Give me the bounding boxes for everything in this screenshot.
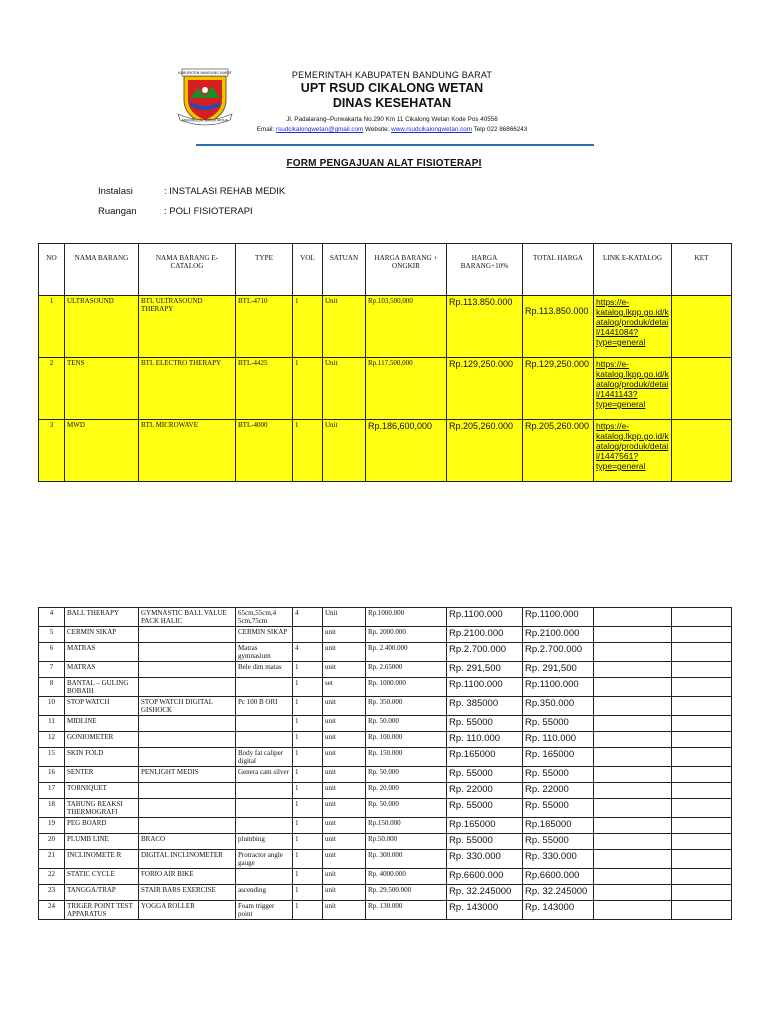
header-nama-ecatalog: NAMA BARANG E-CATALOG [139, 244, 236, 296]
cell-total-harga: Rp.1100.000 [523, 608, 594, 627]
cell-nama-ecatalog: PENLIGHT MEDIS [139, 767, 236, 783]
table-row [39, 799, 732, 818]
cell-no: 3 [39, 420, 65, 482]
cell-satuan: unit [323, 732, 366, 748]
cell-type: BTL-4000 [236, 420, 293, 482]
cell-type: plumbing [236, 834, 293, 850]
table-row [39, 420, 732, 482]
cell-vol: 1 [293, 678, 323, 697]
cell-ket [672, 767, 732, 783]
ruangan-value: : POLI FISIOTERAPI [164, 206, 253, 217]
cell-vol: 1 [293, 783, 323, 799]
cell-total-harga: Rp.165000 [523, 818, 594, 834]
instalasi-value: : INSTALASI REHAB MEDIK [164, 186, 286, 197]
cell-total-harga: Rp. 55000 [523, 799, 594, 818]
cell-harga-10: Rp.113.850.000 [447, 296, 523, 358]
cell-link-ekatalog [594, 783, 672, 799]
cell-ket [672, 834, 732, 850]
cell-harga-ongkir: Rp. 4000.000 [366, 869, 447, 885]
cell-ket [672, 716, 732, 732]
table-row [39, 643, 732, 662]
cell-harga-ongkir: Rp. 29.500.000 [366, 885, 447, 901]
cell-harga-ongkir: Rp.50.000 [366, 834, 447, 850]
cell-total-harga: Rp.2100.000 [523, 627, 594, 643]
cell-no: 22 [39, 869, 65, 885]
cell-total-harga: Rp.350.000 [523, 697, 594, 716]
cell-nama-ecatalog: DIGITAL INCLINOMETER [139, 850, 236, 869]
cell-harga-ongkir: Rp. 2000.000 [366, 627, 447, 643]
cell-harga-10: Rp. 330.000 [447, 850, 523, 869]
cell-link-ekatalog [594, 643, 672, 662]
cell-satuan: unit [323, 799, 366, 818]
ruangan-label: Ruangan [98, 206, 137, 217]
cell-ket [672, 643, 732, 662]
cell-type: Bele dim matas [236, 662, 293, 678]
cell-link-ekatalog [594, 818, 672, 834]
header-satuan: SATUAN [323, 244, 366, 296]
cell-vol: 4 [293, 643, 323, 662]
cell-type: Pc 100 B ORI [236, 697, 293, 716]
table-row [39, 662, 732, 678]
cell-nama-barang: BALL THERAPY [65, 608, 139, 627]
cell-total-harga: Rp. 110.000 [523, 732, 594, 748]
equipment-table-body [39, 608, 732, 920]
cell-harga-10: Rp.1100.000 [447, 608, 523, 627]
cell-no: 12 [39, 732, 65, 748]
cell-harga-ongkir: Rp. 20.000 [366, 783, 447, 799]
cell-ket [672, 732, 732, 748]
cell-total-harga: Rp. 143000 [523, 901, 594, 920]
cell-harga-ongkir: Rp.117,500,000 [366, 358, 447, 420]
cell-no: 4 [39, 608, 65, 627]
cell-vol: 1 [293, 358, 323, 420]
cell-type: Matras gymnasium [236, 643, 293, 662]
cell-harga-10: Rp.6600.000 [447, 869, 523, 885]
cell-satuan: unit [323, 818, 366, 834]
cell-ket [672, 662, 732, 678]
cell-harga-10: Rp. 55000 [447, 716, 523, 732]
ekatalog-link[interactable]: https://e-katalog.lkpp.go.id/katalog/produk/detail/1441084?type=general [596, 297, 669, 347]
cell-nama-ecatalog: BTL ELECTRO THERAPY [139, 358, 236, 420]
cell-type: Foam trigger point [236, 901, 293, 920]
cell-total-harga: Rp.6600.000 [523, 869, 594, 885]
cell-nama-ecatalog: BRACO [139, 834, 236, 850]
cell-no: 16 [39, 767, 65, 783]
cell-satuan: unit [323, 662, 366, 678]
cell-nama-barang: MWD [65, 420, 139, 482]
cell-harga-ongkir: Rp. 2.65000 [366, 662, 447, 678]
cell-nama-barang: PLUMB LINE [65, 834, 139, 850]
cell-nama-ecatalog [139, 716, 236, 732]
cell-total-harga: Rp. 165000 [523, 748, 594, 767]
cell-harga-10: Rp.205,260.000 [447, 420, 523, 482]
cell-ket [672, 358, 732, 420]
cell-nama-barang: TANGGA/TRAP [65, 885, 139, 901]
cell-satuan: unit [323, 850, 366, 869]
cell-link-ekatalog [594, 767, 672, 783]
table-row [39, 850, 732, 869]
equipment-table-main [38, 243, 732, 482]
cell-nama-barang: PEG BOARD [65, 818, 139, 834]
cell-harga-ongkir: Rp. 100.000 [366, 732, 447, 748]
cell-harga-10: Rp.129,250.000 [447, 358, 523, 420]
cell-nama-barang: ULTRASOUND [65, 296, 139, 358]
cell-no: 20 [39, 834, 65, 850]
cell-vol: 1 [293, 834, 323, 850]
cell-total-harga: Rp.113.850.000 [523, 296, 594, 358]
cell-no: 10 [39, 697, 65, 716]
cell-no: 19 [39, 818, 65, 834]
cell-ket [672, 783, 732, 799]
cell-no: 6 [39, 643, 65, 662]
cell-type [236, 783, 293, 799]
cell-nama-ecatalog [139, 783, 236, 799]
cell-harga-10: Rp. 32.245000 [447, 885, 523, 901]
cell-link-ekatalog [594, 716, 672, 732]
cell-ket [672, 885, 732, 901]
cell-nama-ecatalog [139, 627, 236, 643]
cell-nama-barang: STOP WATCH [65, 697, 139, 716]
cell-ket [672, 627, 732, 643]
cell-ket [672, 869, 732, 885]
cell-total-harga: Rp. 32.245000 [523, 885, 594, 901]
cell-no: 5 [39, 627, 65, 643]
header-line2: UPT RSUD CIKALONG WETAN [300, 81, 484, 95]
cell-no: 15 [39, 748, 65, 767]
header-no: NO [39, 244, 65, 296]
cell-satuan: unit [323, 869, 366, 885]
cell-harga-ongkir: Rp. 150.000 [366, 748, 447, 767]
cell-vol: 1 [293, 818, 323, 834]
cell-vol: 1 [293, 869, 323, 885]
letterhead [0, 0, 768, 150]
cell-nama-ecatalog [139, 799, 236, 818]
table-row [39, 767, 732, 783]
header-type: TYPE [236, 244, 293, 296]
cell-harga-10: Rp.165000 [447, 818, 523, 834]
cell-vol: 1 [293, 296, 323, 358]
cell-type [236, 716, 293, 732]
table-row [39, 296, 732, 358]
cell-no: 11 [39, 716, 65, 732]
cell-nama-ecatalog [139, 748, 236, 767]
cell-satuan: unit [323, 697, 366, 716]
institution-header [192, 70, 592, 133]
instalasi-label: Instalasi [98, 186, 133, 197]
header-contact [192, 126, 592, 133]
header-ket: KET [672, 244, 732, 296]
cell-satuan: Unit [323, 608, 366, 627]
phone: Telp 022 86866243 [472, 126, 528, 133]
header-divider [196, 144, 594, 146]
cell-total-harga: Rp. 330.000 [523, 850, 594, 869]
table-row [39, 716, 732, 732]
cell-vol: 1 [293, 799, 323, 818]
cell-link-ekatalog [594, 799, 672, 818]
cell-nama-ecatalog [139, 732, 236, 748]
cell-nama-ecatalog: GYMNASTIC BALL VALUE PACK HALIC [139, 608, 236, 627]
cell-harga-10: Rp. 22000 [447, 783, 523, 799]
cell-harga-10: Rp. 55000 [447, 767, 523, 783]
cell-nama-ecatalog [139, 643, 236, 662]
cell-no: 24 [39, 901, 65, 920]
equipment-table-continued [38, 607, 732, 920]
header-total-harga: TOTAL HARGA [523, 244, 594, 296]
table-row [39, 358, 732, 420]
cell-harga-10: Rp. 55000 [447, 834, 523, 850]
cell-harga-ongkir: Rp. 2.400.000 [366, 643, 447, 662]
cell-type: Body fat caliper digital [236, 748, 293, 767]
cell-vol: 1 [293, 850, 323, 869]
cell-no: 7 [39, 662, 65, 678]
cell-harga-10: Rp. 143000 [447, 901, 523, 920]
table-row [39, 627, 732, 643]
cell-nama-ecatalog [139, 818, 236, 834]
cell-link-ekatalog [594, 869, 672, 885]
cell-harga-10: Rp.1100.000 [447, 678, 523, 697]
cell-nama-barang: TABUNG REAKSI THERMOGRAFI [65, 799, 139, 818]
cell-nama-ecatalog: BTL MICROWAVE [139, 420, 236, 482]
cell-total-harga: Rp. 22000 [523, 783, 594, 799]
cell-link-ekatalog [594, 901, 672, 920]
cell-harga-ongkir: Rp. 350.000 [366, 697, 447, 716]
cell-type [236, 732, 293, 748]
cell-ket [672, 296, 732, 358]
cell-nama-barang: SKIN FOLD [65, 748, 139, 767]
cell-link-ekatalog [594, 627, 672, 643]
cell-link-ekatalog [594, 296, 672, 358]
cell-harga-ongkir: Rp. 50.000 [366, 767, 447, 783]
cell-satuan: unit [323, 901, 366, 920]
header-harga-ongkir: HARGA BARANG + ONGKIR [366, 244, 447, 296]
cell-ket [672, 799, 732, 818]
cell-vol: 1 [293, 732, 323, 748]
cell-link-ekatalog [594, 697, 672, 716]
cell-total-harga: Rp.2.700.000 [523, 643, 594, 662]
website-label: Website: [363, 126, 392, 133]
cell-nama-barang: STATIC CYCLE [65, 869, 139, 885]
cell-vol: 1 [293, 662, 323, 678]
cell-harga-ongkir: Rp.150.000 [366, 818, 447, 834]
cell-link-ekatalog [594, 678, 672, 697]
cell-total-harga: Rp.205,260.000 [523, 420, 594, 482]
table-row [39, 732, 732, 748]
cell-nama-barang: GONIOMETER [65, 732, 139, 748]
cell-nama-barang: TORNIQUET [65, 783, 139, 799]
header-link-ekatalog: LINK E-KATALOG [594, 244, 672, 296]
cell-link-ekatalog [594, 732, 672, 748]
cell-harga-10: Rp.2100.000 [447, 627, 523, 643]
cell-vol: 1 [293, 716, 323, 732]
cell-harga-ongkir: Rp.103,500,000 [366, 296, 447, 358]
cell-no: 8 [39, 678, 65, 697]
table-row [39, 697, 732, 716]
cell-link-ekatalog [594, 662, 672, 678]
table-row [39, 608, 732, 627]
cell-total-harga: Rp.1100.000 [523, 678, 594, 697]
cell-harga-ongkir: Rp. 1000.000 [366, 678, 447, 697]
header-line3: DINAS KESEHATAN [332, 96, 452, 110]
cell-nama-ecatalog [139, 678, 236, 697]
cell-link-ekatalog [594, 834, 672, 850]
cell-vol: 1 [293, 885, 323, 901]
email-label: Email: [256, 126, 277, 133]
cell-total-harga: Rp. 291,500 [523, 662, 594, 678]
cell-no: 1 [39, 296, 65, 358]
cell-satuan: Unit [323, 296, 366, 358]
cell-ket [672, 697, 732, 716]
cell-type: BTL-4710 [236, 296, 293, 358]
cell-no: 17 [39, 783, 65, 799]
cell-link-ekatalog [594, 420, 672, 482]
cell-nama-barang: INCLINOMETE R [65, 850, 139, 869]
website-link[interactable]: www.rsudcikalongwetan.com [391, 126, 473, 133]
cell-ket [672, 748, 732, 767]
cell-link-ekatalog [594, 358, 672, 420]
cell-ket [672, 420, 732, 482]
cell-satuan: unit [323, 834, 366, 850]
email-link[interactable]: rsudcikalongwetan@gmail.com [276, 126, 364, 133]
cell-type: 65cm,55cm,4 5cm,75cm [236, 608, 293, 627]
cell-type [236, 818, 293, 834]
cell-harga-10: Rp. 55000 [447, 799, 523, 818]
cell-satuan: unit [323, 767, 366, 783]
table-row [39, 818, 732, 834]
table-header-row [39, 244, 732, 296]
header-vol: VOL [293, 244, 323, 296]
cell-vol: 1 [293, 420, 323, 482]
cell-satuan: unit [323, 627, 366, 643]
header-nama-barang: NAMA BARANG [65, 244, 139, 296]
cell-no: 21 [39, 850, 65, 869]
cell-type: Protractor angle gauge [236, 850, 293, 869]
cell-vol: 1 [293, 901, 323, 920]
cell-harga-ongkir: Rp. 130.000 [366, 901, 447, 920]
cell-harga-10: Rp. 291,500 [447, 662, 523, 678]
cell-no: 18 [39, 799, 65, 818]
cell-ket [672, 608, 732, 627]
table-row [39, 869, 732, 885]
cell-total-harga: Rp. 55000 [523, 767, 594, 783]
header-line1: PEMERINTAH KABUPATEN BANDUNG BARAT [291, 70, 493, 80]
cell-ket [672, 850, 732, 869]
cell-satuan: unit [323, 885, 366, 901]
cell-nama-barang: TRIGER POINT TEST APPARATUS [65, 901, 139, 920]
cell-nama-barang: CERMIN SIKAP [65, 627, 139, 643]
cell-satuan: set [323, 678, 366, 697]
table-row [39, 748, 732, 767]
cell-nama-ecatalog [139, 662, 236, 678]
table-row [39, 783, 732, 799]
cell-total-harga: Rp. 55000 [523, 834, 594, 850]
cell-harga-10: Rp.2.700.000 [447, 643, 523, 662]
cell-nama-barang: TENS [65, 358, 139, 420]
cell-total-harga: Rp. 55000 [523, 716, 594, 732]
cell-satuan: unit [323, 748, 366, 767]
cell-harga-10: Rp.165000 [447, 748, 523, 767]
cell-link-ekatalog [594, 608, 672, 627]
cell-ket [672, 901, 732, 920]
cell-harga-ongkir: Rp.186,600,000 [366, 420, 447, 482]
cell-type [236, 678, 293, 697]
cell-link-ekatalog [594, 885, 672, 901]
cell-ket [672, 678, 732, 697]
table-row [39, 885, 732, 901]
cell-nama-barang: BANTAL – GULING BOBAIH [65, 678, 139, 697]
ekatalog-link[interactable]: https://e-katalog.lkpp.go.id/katalog/produk/detail/1441143?type=general [596, 359, 669, 409]
cell-type: Genera cam silver [236, 767, 293, 783]
cell-satuan: unit [323, 716, 366, 732]
cell-type: ascending [236, 885, 293, 901]
cell-harga-ongkir: Rp. 300.000 [366, 850, 447, 869]
cell-type [236, 799, 293, 818]
cell-type [236, 869, 293, 885]
cell-harga-ongkir: Rp. 50.000 [366, 716, 447, 732]
cell-harga-ongkir: Rp. 50.000 [366, 799, 447, 818]
cell-total-harga: Rp.129,250.000 [523, 358, 594, 420]
table-row [39, 834, 732, 850]
cell-nama-ecatalog: YOGGA ROLLER [139, 901, 236, 920]
cell-type: CERMIN SIKAP [236, 627, 293, 643]
cell-vol: 4 [293, 608, 323, 627]
table-row [39, 678, 732, 697]
cell-satuan: Unit [323, 420, 366, 482]
cell-satuan: unit [323, 643, 366, 662]
cell-nama-ecatalog: FORIO AIR BIKE [139, 869, 236, 885]
form-title: FORM PENGAJUAN ALAT FISIOTERAPI [286, 158, 482, 169]
header-harga-10: HARGA BARANG+10% [447, 244, 523, 296]
cell-ket [672, 818, 732, 834]
cell-nama-barang: MIDLINE [65, 716, 139, 732]
cell-nama-ecatalog: STOP WATCH DIGITAL GISHOCK [139, 697, 236, 716]
cell-type: BTL-4425 [236, 358, 293, 420]
logo-motto-text: MANUNGGAL KARSA ARTHA [182, 118, 228, 123]
cell-link-ekatalog [594, 748, 672, 767]
cell-vol: 1 [293, 767, 323, 783]
cell-nama-barang: MATRAS [65, 662, 139, 678]
cell-harga-10: Rp. 385000 [447, 697, 523, 716]
cell-vol [293, 627, 323, 643]
cell-satuan: unit [323, 783, 366, 799]
cell-nama-barang: SENTER [65, 767, 139, 783]
cell-nama-barang: MATRAS [65, 643, 139, 662]
header-address: Jl. Padalarang–Purwakarta No.290 Km 11 Cikalong Wetan Kode Pos 40556 [286, 116, 498, 123]
logo-banner-text: KABUPATEN BANDUNG BARAT [178, 71, 232, 76]
cell-no: 23 [39, 885, 65, 901]
cell-vol: 1 [293, 748, 323, 767]
cell-satuan: Unit [323, 358, 366, 420]
cell-harga-10: Rp. 110.000 [447, 732, 523, 748]
cell-nama-ecatalog: STAIR BARS EXERCISE [139, 885, 236, 901]
cell-harga-ongkir: Rp.1000.000 [366, 608, 447, 627]
cell-nama-ecatalog: BTL ULTRASOUND THERAPY [139, 296, 236, 358]
table-row [39, 901, 732, 920]
cell-vol: 1 [293, 697, 323, 716]
ekatalog-link[interactable]: https://e-katalog.lkpp.go.id/katalog/produk/detail/1447561?type=general [596, 421, 669, 471]
cell-link-ekatalog [594, 850, 672, 869]
cell-no: 2 [39, 358, 65, 420]
